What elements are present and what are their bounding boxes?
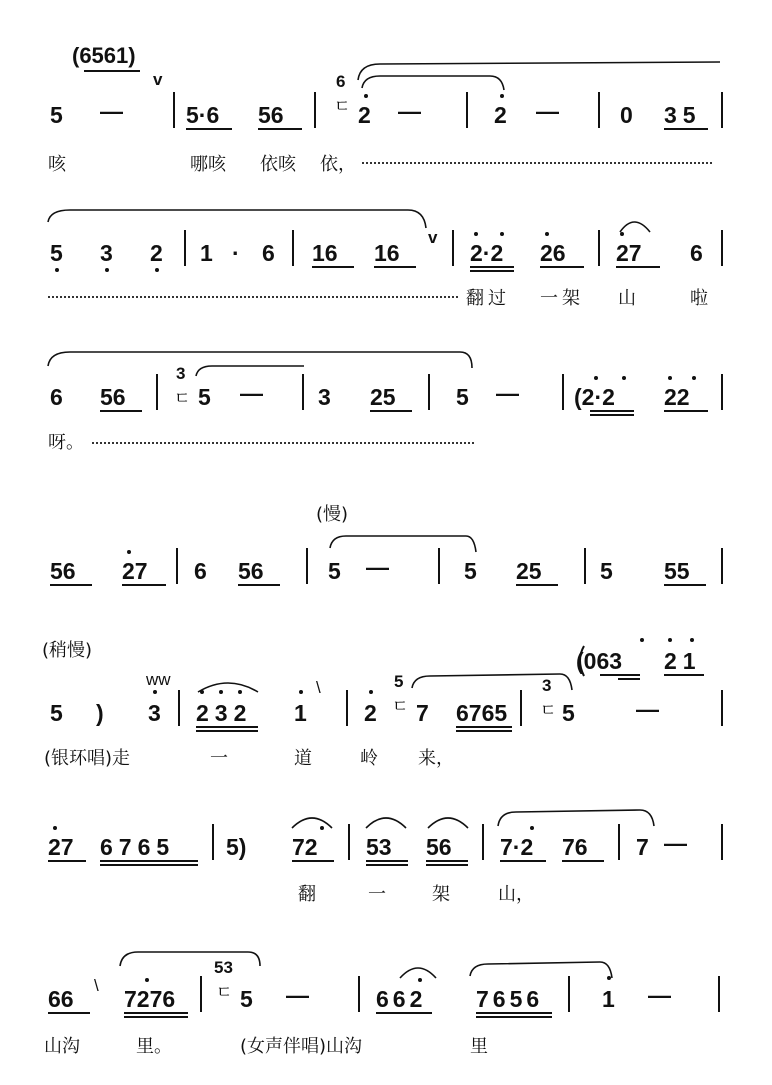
note: 2: [364, 700, 377, 726]
slur: [330, 536, 476, 552]
lyric: 里: [470, 1036, 488, 1057]
note: 56: [100, 384, 126, 410]
grace-note: 5: [394, 672, 404, 691]
slur: [196, 366, 304, 376]
note: 7656: [476, 986, 544, 1012]
lyric: 咳: [48, 154, 66, 175]
note: 0: [620, 102, 633, 128]
lyric: 岭: [360, 748, 378, 769]
tempo-marking: (稍慢): [42, 640, 93, 661]
lyric: 里。: [136, 1036, 172, 1057]
slur: [362, 76, 504, 90]
slur: [470, 962, 612, 978]
slur: [498, 810, 654, 826]
lyric: 架: [432, 884, 450, 905]
lyric: 山: [618, 288, 636, 309]
dash: —: [536, 98, 559, 124]
note: 3: [318, 384, 331, 410]
slur: [428, 818, 468, 828]
note: 5: [240, 986, 253, 1012]
note: 27: [122, 558, 148, 584]
dash: —: [100, 98, 123, 124]
note: (063: [576, 648, 623, 674]
note: 3: [100, 240, 113, 266]
note: 35: [664, 102, 702, 128]
glide-mark: \: [316, 678, 321, 697]
dash: —: [496, 380, 519, 406]
note: 662: [376, 986, 427, 1012]
lyric: (银环唱)走: [44, 748, 131, 769]
note: 5: [50, 240, 63, 266]
note: 7: [416, 700, 429, 726]
slur: [48, 210, 426, 228]
note: 56: [50, 558, 76, 584]
slur: [358, 62, 720, 80]
note: 53: [366, 834, 392, 860]
note: 2: [358, 102, 371, 128]
paren: ): [96, 700, 104, 726]
note: 66: [48, 986, 74, 1012]
note: 56: [426, 834, 452, 860]
note: 5: [198, 384, 211, 410]
note: 5): [226, 834, 247, 860]
lyric: 来，: [418, 748, 454, 769]
note: 56: [238, 558, 264, 584]
note: 5: [50, 102, 63, 128]
note: 76: [562, 834, 588, 860]
note: 3: [148, 700, 161, 726]
note: 2·2: [470, 240, 504, 266]
note: 1: [200, 240, 213, 266]
lyric: 依咳: [260, 154, 296, 175]
note: 6765: [456, 700, 508, 726]
note: 6: [194, 558, 207, 584]
lyric: 一架: [540, 288, 584, 309]
grace-mark: ㄷ: [174, 389, 191, 408]
lyric: 翻: [298, 884, 316, 905]
grace-note: 3: [176, 364, 186, 383]
note: 27: [48, 834, 74, 860]
note: 27: [616, 240, 642, 266]
grace-note: 3: [542, 676, 552, 695]
dash: —: [664, 830, 687, 856]
trill-mark: ww: [146, 670, 171, 689]
breath-mark: v: [428, 228, 438, 247]
note: 1: [294, 700, 307, 726]
note: ·: [232, 240, 240, 266]
note: 6: [262, 240, 275, 266]
note: 21: [664, 648, 702, 674]
note: 6765: [100, 834, 176, 860]
note: 1: [602, 986, 615, 1012]
note: 7: [636, 834, 649, 860]
slur: [620, 222, 650, 232]
grace-mark: ㄷ: [392, 697, 409, 716]
note: 72: [292, 834, 318, 860]
slur: [412, 674, 572, 690]
lyric: 呀。: [48, 432, 84, 453]
note: (2·2: [574, 384, 615, 410]
note: 5: [456, 384, 469, 410]
intro-phrase: (6561): [72, 43, 136, 68]
dash: —: [398, 98, 421, 124]
lyric: 道: [294, 748, 312, 769]
slur: [400, 968, 436, 978]
note: 6: [50, 384, 63, 410]
note: 5: [328, 558, 341, 584]
note: 22: [664, 384, 690, 410]
grace-mark: ㄷ: [540, 701, 557, 720]
note: 2: [150, 240, 163, 266]
note: 232: [196, 700, 253, 726]
note: 5: [50, 700, 63, 726]
note: 6: [690, 240, 703, 266]
grace-mark: ㄷ: [216, 983, 233, 1002]
lyric: 山沟: [44, 1036, 80, 1057]
breath-mark: v: [153, 70, 163, 89]
grace-note: 53: [214, 958, 233, 977]
tempo-marking: (慢): [316, 504, 349, 525]
dash: —: [240, 380, 263, 406]
slur: [366, 818, 406, 828]
glide-mark: \: [94, 976, 99, 995]
note: 56: [258, 102, 284, 128]
note: 5·6: [186, 102, 220, 128]
grace-mark: ㄷ: [334, 97, 351, 116]
lyric: 翻过: [466, 288, 510, 309]
lyric: 山，: [498, 884, 534, 905]
note: 5: [600, 558, 613, 584]
dash: —: [366, 554, 389, 580]
lyric: 啦: [690, 288, 708, 309]
lyric: (女声伴唱)山沟: [240, 1036, 363, 1057]
lyric: 依，: [320, 154, 356, 175]
lyric: 一: [368, 884, 386, 905]
dash: —: [636, 696, 659, 722]
note: 5: [562, 700, 575, 726]
lyric: 哪咳: [190, 154, 226, 175]
dash: —: [648, 982, 671, 1008]
note: 2: [494, 102, 507, 128]
slur: [292, 818, 332, 828]
slur: [198, 683, 258, 692]
note: 16: [312, 240, 338, 266]
grace-note: 6: [336, 72, 346, 91]
note: 26: [540, 240, 566, 266]
note: 25: [370, 384, 396, 410]
note: 7·2: [500, 834, 534, 860]
note: 7276: [124, 986, 176, 1012]
dash: —: [286, 982, 309, 1008]
note: 16: [374, 240, 400, 266]
note: 55: [664, 558, 690, 584]
note: 5: [464, 558, 477, 584]
note: 25: [516, 558, 542, 584]
slur: [120, 952, 260, 966]
lyric: 一: [210, 748, 228, 769]
